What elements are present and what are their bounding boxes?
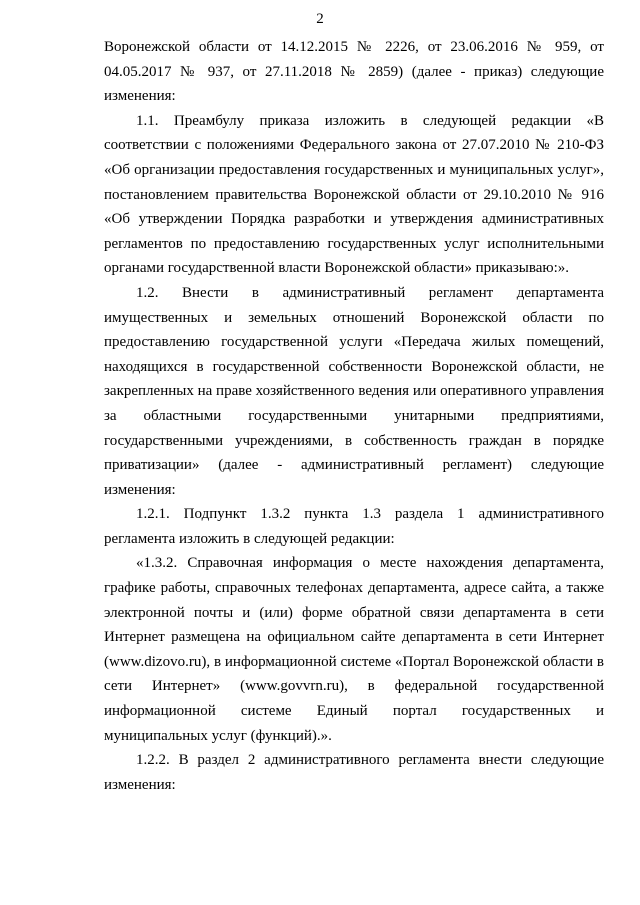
paragraph-quoted-1-3-2: «1.3.2. Справочная информация о месте нахождения департамента, графике работы, справочных телефонах департамента, адресе сайта, а также электронной почты и (или) форме обратной связи департамента в сети Интернет размещена на официальном сайте департамента в сети Интернет (www.dizovo.ru), в информационной системе «Портал Воронежской области в сети Интернет» (www.govvrn.ru), в федеральной государственной информационной системе Единый портал государственных и муниципальных услуг (функций).».	[104, 555, 604, 744]
page-number: 2	[316, 11, 324, 27]
paragraph-1-1: 1.1. Преамбулу приказа изложить в следующей редакции «В соответствии с положениями Федерального закона от 27.07.2010 № 210-ФЗ «Об организации предоставления государственных и муниципальных услуг», постановлением правительства Воронежской области от 29.10.2010 № 916 «Об утверждении Порядка разработки и утверждения административных регламентов по предоставлению государственных услуг исполнительными органами государственной власти Воронежской области» приказываю:».	[104, 112, 604, 277]
document-body	[104, 35, 604, 797]
paragraph-intro-continuation: Воронежской области от 14.12.2015 № 2226, от 23.06.2016 № 959, от 04.05.2017 № 937, от 27.11.2018 № 2859) (далее - приказ) следующие изменения:	[104, 39, 604, 105]
paragraph-1-2-2: 1.2.2. В раздел 2 административного регламента внести следующие изменения:	[104, 752, 604, 793]
paragraph-1-2-1: 1.2.1. Подпункт 1.3.2 пункта 1.3 раздела 1 административного регламента изложить в следующей редакции:	[104, 506, 604, 547]
paragraph-1-2: 1.2. Внести в административный регламент департамента имущественных и земельных отношений Воронежской области по предоставлению государственной услуги «Передача жилых помещений, находящихся в государственной собственности Воронежской области, не закрепленных на праве хозяйственного ведения или оперативного управления за областными государственными унитарными предприятиями, государственными учреждениями, в собственность граждан в порядке приватизации» (далее - административный регламент) следующие изменения:	[104, 284, 604, 498]
